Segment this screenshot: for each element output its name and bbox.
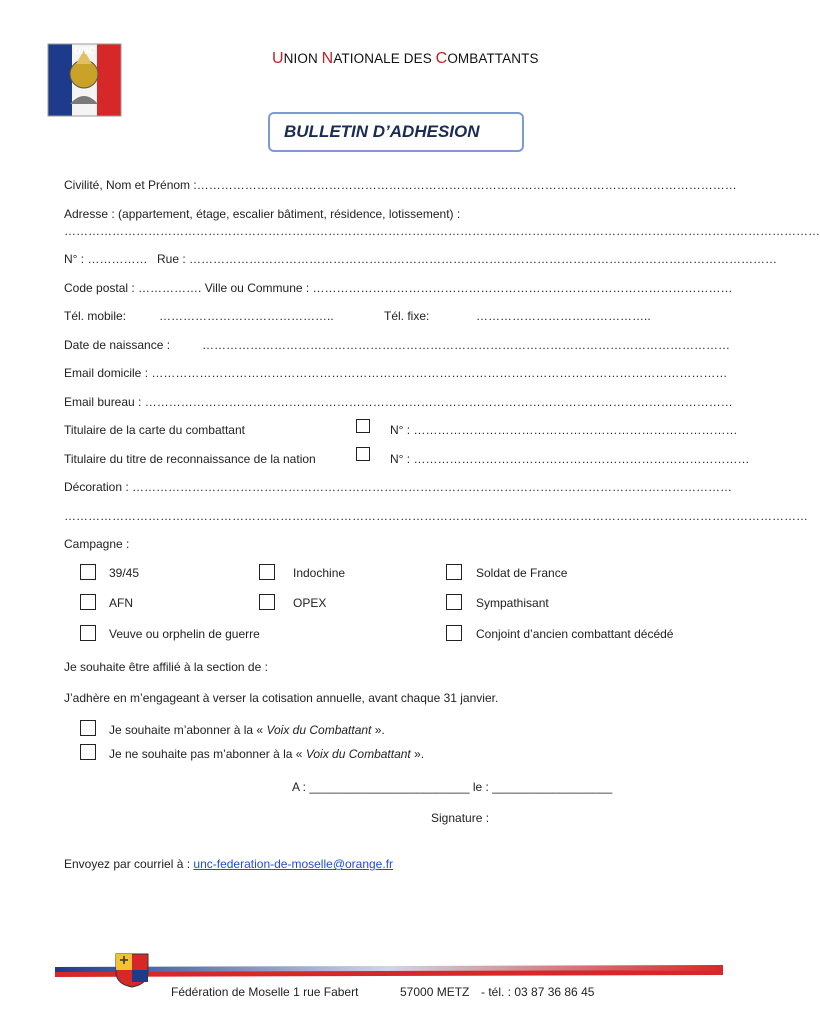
mobile-label: Tél. mobile:	[64, 309, 127, 323]
footer-federation: Fédération de Moselle 1 rue Fabert	[171, 985, 359, 999]
landline-label: Tél. fixe:	[384, 309, 430, 323]
subscribe-no-label: Je ne souhaite pas m’abonner à la « Voix du Combattant ».	[109, 747, 425, 761]
unc-logo	[48, 44, 121, 116]
place-date-field[interactable]: A : ________________________ le : __________________	[292, 780, 613, 794]
signature-label: Signature :	[431, 811, 490, 825]
postal-city-field[interactable]: Code postal : ……………. Ville ou Commune : ……………………………………………………………………………………………	[64, 281, 733, 295]
campaign-veuve-label: Veuve ou orphelin de guerre	[109, 627, 260, 641]
address-label: Adresse : (appartement, étage, escalier bâtiment, résidence, lotissement) :	[64, 207, 461, 221]
footer-city: 57000 METZ	[400, 985, 470, 999]
recognition-title-number-field[interactable]: N° : …………………………………………………………………………	[390, 452, 750, 466]
campaign-soldat-checkbox[interactable]	[446, 564, 462, 580]
campaign-veuve-checkbox[interactable]	[80, 625, 96, 641]
organization-title: UNION NATIONALE DES COMBATTANTS	[272, 50, 539, 67]
campaign-afn-label: AFN	[109, 596, 133, 610]
send-by-email-line	[64, 857, 393, 871]
subscribe-yes-label: Je souhaite m’abonner à la « Voix du Combattant ».	[109, 723, 385, 737]
campaign-sympathisant-label: Sympathisant	[476, 596, 549, 610]
subscribe-no-checkbox[interactable]	[80, 744, 96, 760]
recognition-title-checkbox[interactable]	[356, 447, 370, 461]
logo-text: UNC	[73, 46, 96, 57]
campaign-3945-label: 39/45	[109, 566, 140, 580]
home-email-field[interactable]: Email domicile : ………………………………………………………………………………………………………………………………	[64, 366, 728, 380]
campaign-soldat-label: Soldat de France	[476, 566, 568, 580]
landline-field[interactable]: ……………………………………..	[476, 309, 651, 323]
street-field[interactable]: Rue : …………………………………………………………………………………………………………………………………	[157, 252, 778, 266]
engagement-text: J’adhère en m’engageant à verser la cotisation annuelle, avant chaque 31 janvier.	[64, 691, 499, 705]
email-link[interactable]: unc-federation-de-moselle@orange.fr	[193, 857, 394, 871]
campaign-conjoint-checkbox[interactable]	[446, 625, 462, 641]
recognition-title-label: Titulaire du titre de reconnaissance de la nation	[64, 452, 316, 466]
form-title: BULLETIN D’ADHESION	[284, 122, 480, 141]
mobile-field[interactable]: ……………………………………..	[159, 309, 334, 323]
campaign-sympathisant-checkbox[interactable]	[446, 594, 462, 610]
street-number-field[interactable]: N° : ……………	[64, 252, 148, 266]
campaign-indochine-checkbox[interactable]	[259, 564, 275, 580]
moselle-coat-of-arms-icon	[114, 952, 150, 988]
form-title-box	[268, 112, 524, 152]
campaign-conjoint-label: Conjoint d’ancien combattant décédé	[476, 627, 674, 641]
campaign-opex-label: OPEX	[293, 596, 327, 610]
section-label: Je souhaite être affilié à la section de :	[64, 660, 268, 674]
name-field[interactable]: Civilité, Nom et Prénom :………………………………………………………………………………………………………………………	[64, 178, 737, 192]
combatant-card-checkbox[interactable]	[356, 419, 370, 433]
birthdate-field[interactable]: ……………………………………………………………………………………………………………………	[202, 338, 730, 352]
footer-tricolor-band	[55, 964, 723, 978]
decoration-field[interactable]: Décoration : ……………………………………………………………………………………………………………………………………	[64, 480, 733, 494]
campaign-indochine-label: Indochine	[293, 566, 346, 580]
send-by-email-label: Envoyez par courriel à :	[64, 857, 194, 871]
footer-phone: - tél. : 03 87 36 86 45	[481, 985, 595, 999]
campaign-3945-checkbox[interactable]	[80, 564, 96, 580]
combatant-card-label: Titulaire de la carte du combattant	[64, 423, 245, 437]
address-field[interactable]: ………………………………………………………………………………………………………………………………………………………………………	[64, 224, 820, 238]
birthdate-label: Date de naissance :	[64, 338, 171, 352]
subscribe-yes-checkbox[interactable]	[80, 720, 96, 736]
combatant-card-number-field[interactable]: N° : ………………………………………………………………………	[390, 423, 738, 437]
campaign-label: Campagne :	[64, 537, 130, 551]
decoration-continued-field[interactable]: ……………………………………………………………………………………………………………………………………………………………………	[64, 509, 808, 523]
campaign-opex-checkbox[interactable]	[259, 594, 275, 610]
campaign-afn-checkbox[interactable]	[80, 594, 96, 610]
work-email-field[interactable]: Email bureau : …………………………………………………………………………………………………………………………………	[64, 395, 733, 409]
